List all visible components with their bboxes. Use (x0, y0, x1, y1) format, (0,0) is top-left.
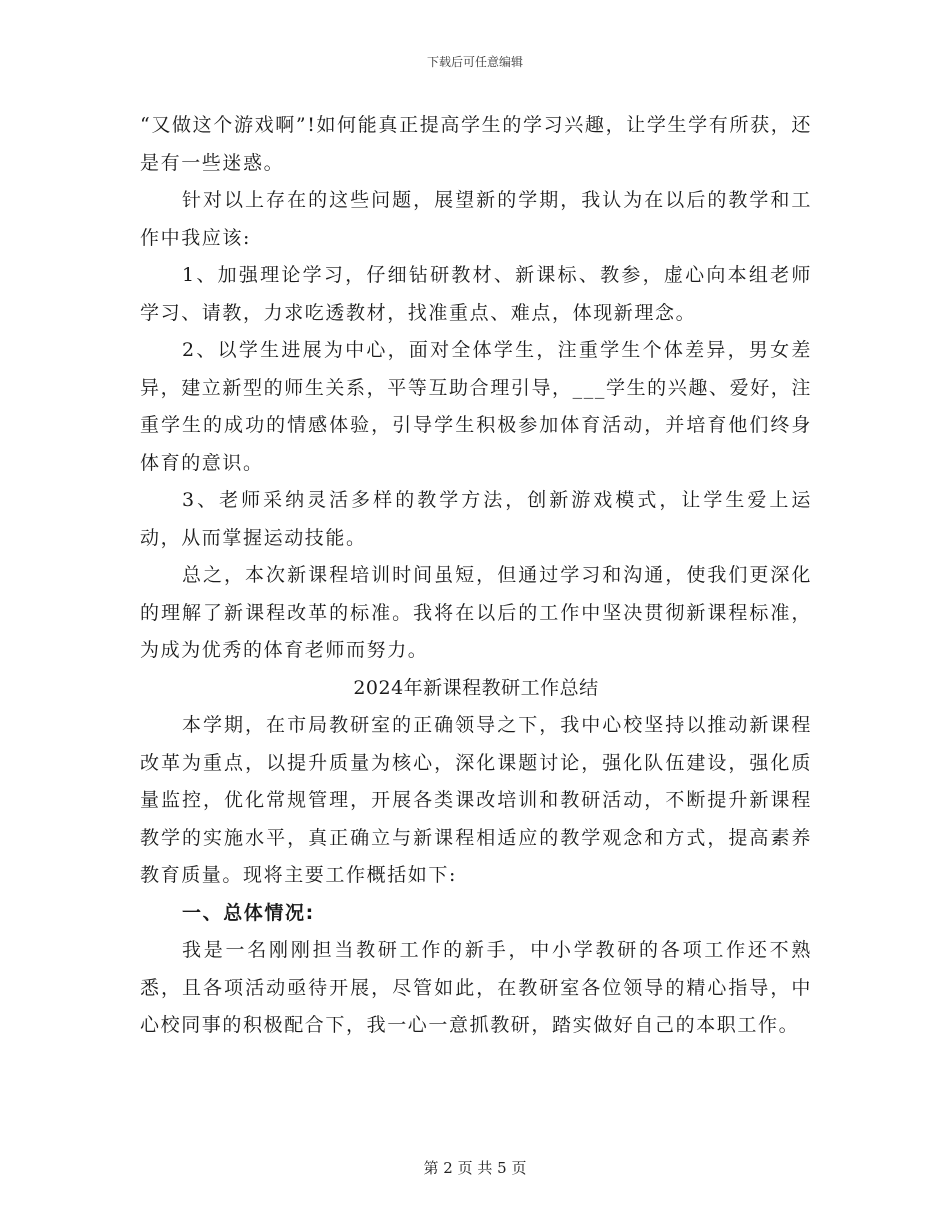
section-heading-overview: 一、总体情况: (182, 901, 315, 924)
paragraph-item-1: 1、加强理论学习，仔细钻研教材、新课标、教参，虚心向本组老师学习、请教，力求吃透教材，找准重点、难点，体现新理念。 (140, 264, 812, 324)
paragraph-summary-intro: 本学期，在市局教研室的正确领导之下，我中心校坚持以推动新课程改革为重点，以提升质量为核心，深化课题讨论，强化队伍建设，强化质量监控，优化常规管理，开展各类课改培训和教研活动，不断提升新课程教学的实施水平，真正确立与新课程相适应的教学观念和方式，提高素养教育质量。现将主要工作概括如下: (140, 714, 812, 886)
document-body (140, 107, 812, 1045)
header-note: 下载后可任意编辑 (426, 55, 523, 69)
paragraph-intro-plan: 针对以上存在的这些问题，展望新的学期，我认为在以后的教学和工作中我应该: (140, 189, 812, 249)
paragraph-overview: 我是一名刚刚担当教研工作的新手，中小学教研的各项工作还不熟悉，且各项活动亟待开展，尽管如此，在教研室各位领导的精心指导，中心校同事的积极配合下，我一心一意抓教研，踏实做好自己的本职工作。 (140, 939, 812, 1036)
paragraph-item-3: 3、老师采纳灵活多样的教学方法，创新游戏模式，让学生爱上运动，从而掌握运动技能。 (140, 489, 812, 549)
paragraph-conclusion: 总之，本次新课程培训时间虽短，但通过学习和沟通，使我们更深化的理解了新课程改革的标准。我将在以后的工作中坚决贯彻新课程标准，为成为优秀的体育老师而努力。 (140, 564, 812, 661)
document-title: 2024年新课程教研工作总结 (353, 676, 599, 699)
paragraph-item-2: 2、以学生进展为中心，面对全体学生，注重学生个体差异，男女差异，建立新型的师生关系，平等互助合理引导，___学生的兴趣、爱好，注重学生的成功的情感体验，引导学生积极参加体育活动，并培育他们终身体育的意识。 (140, 339, 812, 474)
paragraph-continuation: “又做这个游戏啊”!如何能真正提高学生的学习兴趣，让学生学有所获，还是有一些迷惑。 (140, 114, 812, 174)
page-number: 第 2 页 共 5 页 (423, 1159, 527, 1177)
